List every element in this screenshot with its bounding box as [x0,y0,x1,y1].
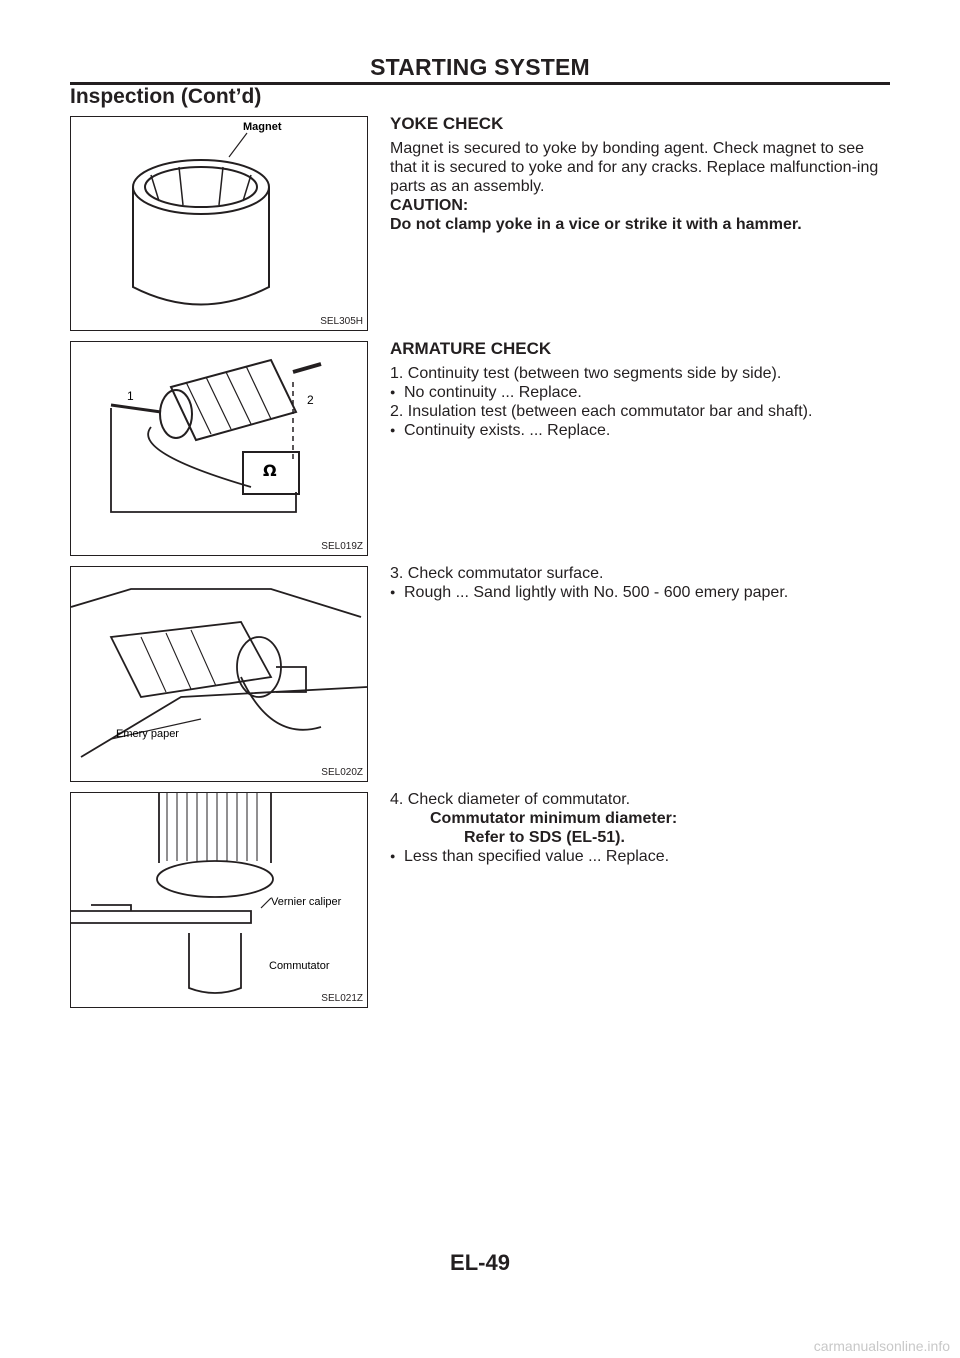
diameter-check-step: 4. Check diameter of commutator. [390,791,631,808]
continuity-test-step: 1. Continuity test (between two segments side by side). [390,365,782,382]
caution-label: CAUTION: [390,197,469,214]
figure-code: SEL021Z [321,993,363,1004]
figure-caliper [70,792,368,1008]
surface-check-step: 3. Check commutator surface. [390,565,604,582]
armature-check-section [390,339,890,440]
figure-armature [70,341,368,556]
rough-item: ● Rough ... Sand lightly with No. 500 - 600 emery paper. [390,583,890,602]
continuity-exists-item: ● Continuity exists. ... Replace. [390,421,890,440]
magnet-label: Magnet [243,121,282,133]
figure-yoke [70,116,368,331]
commutator-surface-section [390,564,890,602]
armature-check-heading: ARMATURE CHECK [390,339,552,358]
vernier-caliper-label: Vernier caliper [271,896,342,908]
figure-code: SEL305H [320,316,363,327]
page-subtitle: Inspection (Cont’d) [70,85,262,108]
watermark: carmanualsonline.info [813,1338,950,1354]
yoke-check-section [390,114,890,234]
emery-illustration [71,567,367,781]
commutator-diameter-section [390,790,890,866]
ohm-symbol: Ω [263,461,277,480]
yoke-illustration [71,117,367,330]
armature-illustration [71,342,367,555]
page-number: EL-49 [450,1250,510,1275]
commutator-label: Commutator [269,960,330,972]
yoke-check-heading: YOKE CHECK [390,114,504,133]
probe-label-1: 1 [127,389,134,403]
no-continuity-item: ● No continuity ... Replace. [390,383,890,402]
sds-reference: Refer to SDS (EL-51). [464,829,625,846]
insulation-test-step: 2. Insulation test (between each commutator bar and shaft). [390,403,813,420]
less-than-spec-item: ● Less than specified value ... Replace. [390,847,890,866]
caliper-illustration [71,793,367,1007]
figure-code: SEL019Z [321,541,363,552]
figure-emery [70,566,368,782]
caution-text: Do not clamp yoke in a vice or strike it with a hammer. [390,216,802,233]
yoke-check-body: Magnet is secured to yoke by bonding agent. Check magnet to see that it is secured to yoke and for any cracks. Replace malfunction-ing parts as an assembly. [390,140,879,195]
figure-code: SEL020Z [321,767,363,778]
minimum-diameter-label: Commutator minimum diameter: [430,810,678,827]
emery-paper-label: Emery paper [116,728,179,740]
probe-label-2: 2 [307,393,314,407]
page-header-title: STARTING SYSTEM [370,54,590,80]
